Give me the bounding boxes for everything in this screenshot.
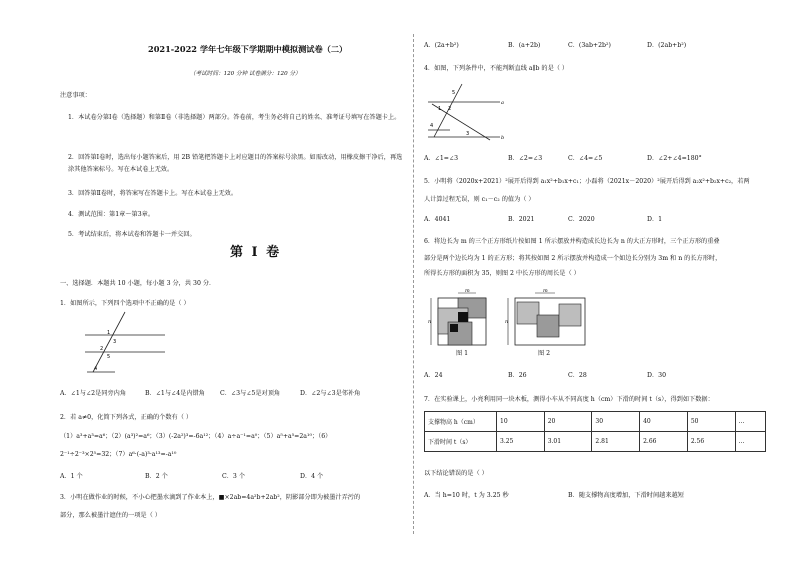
q4-option-b[interactable]: B．∠2=∠3: [508, 155, 543, 162]
q1-stem: 1．如图所示，下列四个选项中不正确的是（ ）: [60, 300, 190, 307]
q1-option-c[interactable]: C．∠3与∠5是对顶角: [220, 390, 281, 397]
q2-option-c[interactable]: C．3 个: [222, 473, 246, 480]
q6-figure-1: [428, 290, 498, 350]
q4-label-3: 3: [466, 131, 470, 137]
q4-option-a[interactable]: A．∠1=∠3: [424, 155, 459, 162]
q4-label-2: 2: [448, 106, 452, 112]
notice-5: 5．考试结束后，将本试卷和答题卡一并交回。: [68, 231, 196, 238]
q4-label-1: 1: [438, 106, 442, 112]
q4-label-b: b: [501, 135, 505, 141]
table-cell: 30: [592, 412, 640, 432]
q6-fig1-caption: 图 1: [456, 350, 469, 357]
q1-figure: [85, 310, 165, 380]
svg-text:1: 1: [107, 330, 111, 336]
q7-stem: 7．在实验课上，小亮利用同一块木板，测得小车从不同高度 h（cm）下滑的时间 t（s），得到如下数据：: [424, 396, 714, 403]
table-cell: 3.25: [497, 432, 545, 452]
q4-option-c[interactable]: C．∠4=∠5: [568, 155, 603, 162]
q3-option-b[interactable]: B．(a+2b): [508, 42, 541, 49]
notice-1: 1．本试卷分第Ⅰ卷（选择题）和第Ⅱ卷（非选择题）两部分。答卷前，考生务必将自己的姓名、准考证号填写在答题卡上。: [68, 114, 401, 121]
q6-stem-line3: 所得长方形的面积为 35，则图 2 中长方形的周长是（ ）: [424, 270, 580, 277]
q3-option-d[interactable]: D．(2ab+b²): [647, 42, 687, 49]
q1-option-d[interactable]: D．∠2与∠3是邻补角: [300, 390, 361, 397]
svg-text:5: 5: [107, 354, 111, 360]
q6-stem-line2: 部分是两个边长均为 1 的正方形；将其按如图 2 所示摆放并构造成一个如边长分别为 3m 和 n 的长方形时，: [424, 255, 722, 262]
q4-label-4: 4: [430, 123, 434, 129]
q7-data-table: [424, 411, 766, 452]
q7-option-a[interactable]: A．当 h=10 时，t 为 3.25 秒: [424, 492, 509, 499]
notice-3: 3．回答第Ⅱ卷时，将答案写在答题卡上。写在本试卷上无效。: [68, 190, 238, 197]
q2-option-d[interactable]: D．4 个: [300, 473, 324, 480]
q2-option-b[interactable]: B．2 个: [145, 473, 168, 480]
svg-text:4: 4: [94, 366, 98, 372]
table-cell: 2.56: [687, 432, 735, 452]
q7-row1-label: 支撑物高 h（cm）: [425, 412, 497, 432]
table-cell: …: [735, 412, 765, 432]
exam-title: 2021-2022 学年七年级下学期期中模拟测试卷（二）: [148, 44, 348, 54]
q4-option-d[interactable]: D．∠2+∠4=180°: [647, 155, 702, 162]
column-divider: [413, 34, 414, 534]
q6-fig2-label-m: m: [543, 288, 548, 294]
q6-option-c[interactable]: C．28: [568, 372, 587, 379]
q4-figure: [428, 82, 518, 142]
q5-option-b[interactable]: B．2021: [508, 216, 535, 223]
q7-after: 以下结论错误的是（ ）: [424, 470, 488, 477]
q6-option-d[interactable]: D．30: [647, 372, 667, 379]
q6-fig1-label-m: m: [465, 288, 470, 294]
q4-stem: 4．如图，下列条件中，不能判断直线 a∥b 的是（ ）: [424, 65, 569, 72]
q5-option-d[interactable]: D．1: [647, 216, 663, 223]
q2-stem: 2．若 a≠0，化简下列各式，正确的个数有（ ）: [60, 414, 193, 421]
table-row: [425, 432, 766, 452]
table-cell: 10: [497, 412, 545, 432]
q7-option-b[interactable]: B．随支撑物高度增加，下滑时间越来越短: [568, 492, 684, 499]
q6-option-b[interactable]: B．26: [508, 372, 527, 379]
table-cell: 2.81: [592, 432, 640, 452]
notice-4: 4．测试范围：第1章～第3章。: [68, 211, 155, 218]
q1-option-a[interactable]: A．∠1与∠2是同旁内角: [60, 390, 127, 397]
q3-option-c[interactable]: C．(3ab+2b²): [568, 42, 611, 49]
q5-option-a[interactable]: A．4041: [424, 216, 451, 223]
q3-stem-line1: 3．小明在做作业的时候，不小心把墨水滴到了作业本上，■×2ab=4a²b+2ab²，阴影部分即为被墨汁弄污的: [60, 494, 361, 501]
table-cell: 40: [640, 412, 688, 432]
q6-stem-line1: 6．将边长为 m 的三个正方形纸片按如图 1 所示摆放并构造成长边长为 n 的大正方形时，三个正方形的重叠: [424, 238, 720, 245]
q5-stem-line2: 人计算过程无误，则 c₁－c₂ 的值为（ ）: [424, 196, 535, 203]
table-row: [425, 412, 766, 432]
section-heading: 一、选择题．本题共 10 小题，每小题 3 分，共 30 分．: [60, 280, 216, 287]
q6-fig2-caption: 图 2: [538, 350, 551, 357]
exam-subtitle: （考试时间：120 分钟 试卷满分：120 分）: [190, 71, 301, 77]
notice-2: 2．回答第Ⅰ卷时，选出每小题答案后，用 2B 铅笔把答题卡上对应题目的答案标号涂黑。如需改动，用橡皮擦干净后，再选涂其他答案标号。写在本试卷上无效。: [68, 154, 403, 173]
table-cell: 20: [544, 412, 592, 432]
notice-heading: 注意事项：: [60, 92, 91, 99]
table-cell: …: [735, 432, 765, 452]
q5-stem-line1: 5．小明将（2020x+2021）²展开后得到 a₁x²+b₁x+c₁；小磊将（2021x－2020）²展开后得到 a₂x²+b₂x+c₂，若两: [424, 178, 750, 185]
q4-label-5: 5: [452, 90, 456, 96]
q5-option-c[interactable]: C．2020: [568, 216, 595, 223]
q7-row2-label: 下滑时间 t（s）: [425, 432, 497, 452]
q3-option-a[interactable]: A．(2a+b²): [424, 42, 459, 49]
table-cell: 3.01: [544, 432, 592, 452]
q1-option-b[interactable]: B．∠1与∠4是内错角: [145, 390, 205, 397]
svg-text:2: 2: [100, 346, 104, 352]
q3-stem-line2: 部分，那么被墨汁遮住的一项是（ ）: [60, 512, 161, 519]
q4-label-a: a: [501, 100, 504, 106]
q2-line2: 2⁻¹÷2⁻³×2⁵=32；（7）a⁶·(-a)³·a¹³=-a¹⁰: [60, 451, 177, 458]
q2-option-a[interactable]: A．1 个: [60, 473, 83, 480]
table-cell: 2.66: [640, 432, 688, 452]
volume-title: 第 Ⅰ 卷: [230, 245, 282, 260]
q6-figure-2: [505, 290, 595, 350]
q6-fig1-label-n: n: [428, 319, 432, 325]
svg-text:3: 3: [113, 339, 117, 345]
q2-line1: （1）a³+a³=a⁶；（2）(a³)²=a⁶；（3）(-2a²)³=-6a¹²；（4）a÷a⁻¹=a⁰；（5）a⁵+a⁵=2a¹⁰；（6）: [60, 433, 332, 440]
table-cell: 50: [687, 412, 735, 432]
q6-option-a[interactable]: A．24: [424, 372, 443, 379]
q6-fig2-label-n: n: [505, 319, 509, 325]
